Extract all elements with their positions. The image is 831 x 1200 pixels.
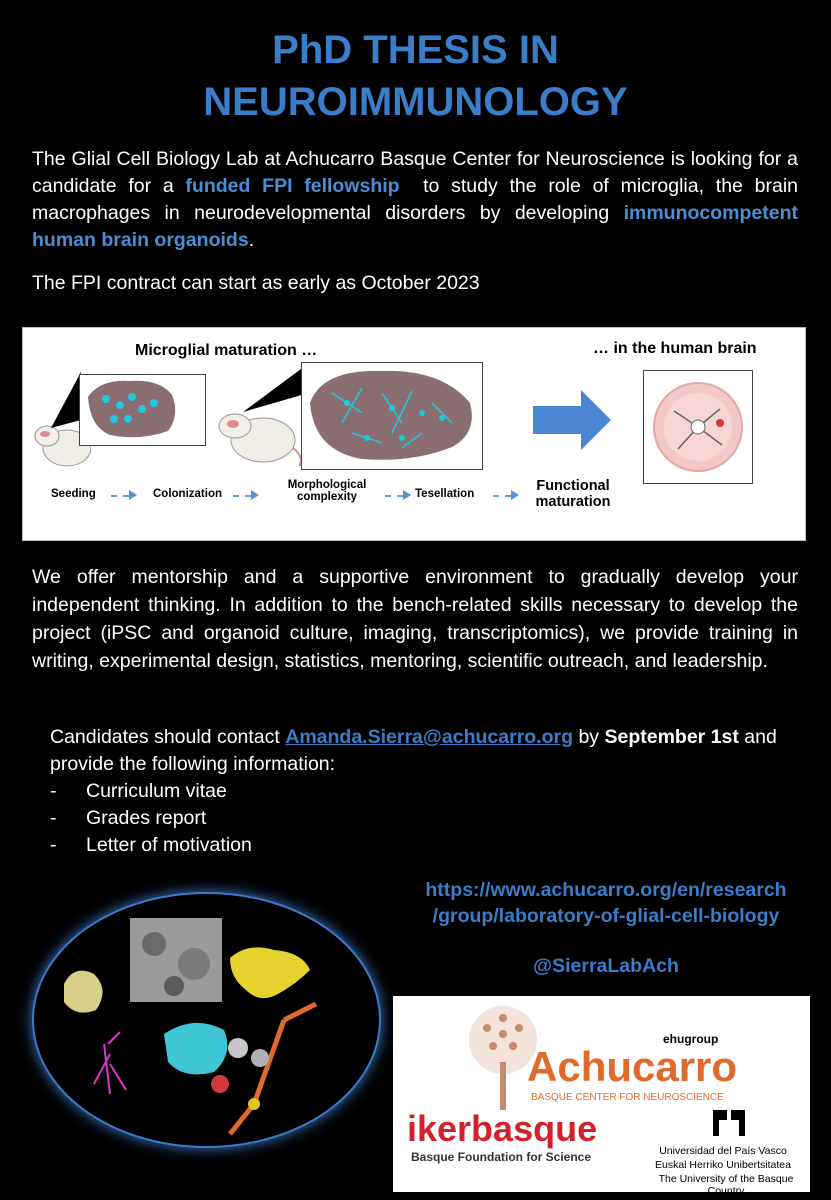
lab-url-line-2: /group/laboratory-of-glial-cell-biology bbox=[432, 905, 780, 927]
contact-sentence bbox=[50, 724, 820, 778]
contact-text-3: and provide the following information: bbox=[50, 726, 777, 775]
title-line-2: NEUROIMMUNOLOGY bbox=[203, 80, 628, 124]
logos-panel bbox=[393, 996, 810, 1197]
stage-arrowhead-2 bbox=[251, 490, 259, 500]
embryo-brain-illustration bbox=[80, 375, 205, 445]
stage-morphological-complexity: Morphological complexity bbox=[287, 479, 367, 503]
stage-tesellation: Tesellation bbox=[415, 488, 475, 500]
requirements-list bbox=[50, 778, 820, 859]
adult-brain-box bbox=[301, 362, 483, 470]
stage-arrowhead-1 bbox=[129, 490, 137, 500]
contact-section bbox=[50, 724, 820, 859]
contact-text-1: Candidates should contact bbox=[50, 726, 286, 748]
upv-name-en: The University of the Basque Country bbox=[658, 1173, 794, 1197]
ikerbasque-tagline: Basque Foundation for Science bbox=[411, 1150, 592, 1164]
achucarro-tagline: BASQUE CENTER FOR NEUROSCIENCE bbox=[531, 1092, 724, 1103]
stage-connector-1 bbox=[111, 495, 129, 497]
ehugroup-logo: ehugroup bbox=[663, 1032, 719, 1046]
figure-title-right: … in the human brain bbox=[593, 340, 757, 357]
maturation-figure bbox=[22, 327, 806, 541]
microscopy-collage bbox=[32, 892, 381, 1148]
zoom-wedge-2 bbox=[233, 364, 305, 414]
figure-title-left: Microglial maturation … bbox=[135, 342, 318, 359]
lab-url-line-1: https://www.achucarro.org/en/research bbox=[425, 879, 787, 901]
organoid-box bbox=[643, 370, 753, 484]
zoom-wedge-1 bbox=[41, 370, 81, 430]
list-item: - Curriculum vitae bbox=[50, 778, 820, 805]
twitter-handle[interactable]: @SierraLabAch bbox=[533, 955, 679, 977]
list-item: - Grades report bbox=[50, 805, 820, 832]
title-line-1: PhD THESIS IN bbox=[272, 28, 559, 72]
deadline: September 1st bbox=[604, 726, 739, 748]
organoid-illustration bbox=[644, 371, 752, 483]
embryo-brain-box bbox=[79, 374, 206, 446]
stage-arrowhead-4 bbox=[511, 490, 519, 500]
stage-connector-3 bbox=[385, 495, 403, 497]
large-right-arrow bbox=[533, 390, 613, 450]
page-title bbox=[0, 24, 831, 128]
stage-functional-maturation: Functional maturation bbox=[535, 478, 611, 510]
intro-text-3: . bbox=[248, 229, 255, 251]
start-note: The FPI contract can start as early as October 2023 bbox=[32, 272, 480, 294]
stage-seeding: Seeding bbox=[51, 488, 96, 500]
stage-colonization: Colonization bbox=[153, 488, 222, 500]
achucarro-logo-text: Achucarro bbox=[527, 1043, 738, 1090]
intro-paragraph bbox=[32, 146, 804, 254]
stage-connector-4 bbox=[493, 495, 511, 497]
contact-text-2: by bbox=[573, 726, 605, 748]
upv-name-eu: Euskal Herriko Unibertsitatea bbox=[655, 1159, 791, 1171]
offer-paragraph: We offer mentorship and a supportive environment to gradually develop your independent thinking. In addition to the bench-related skills necessary to develop the project (iPSC and organoid culture, imaging, transcriptomics), we provide training in writing, experimental design, statistics, mentoring, scientific outreach, and leadership. bbox=[32, 566, 798, 672]
list-item: - Letter of motivation bbox=[50, 832, 820, 859]
upv-ehu-emblem bbox=[709, 1106, 749, 1142]
microscopy-images bbox=[34, 894, 379, 1146]
fellowship-highlight: funded FPI fellowship bbox=[185, 175, 400, 197]
stage-arrowhead-3 bbox=[403, 490, 411, 500]
contact-email-link[interactable]: Amanda.Sierra@achucarro.org bbox=[285, 726, 574, 748]
intro-text-1: The Glial Cell Biology Lab at Achucarro Basque Center for Neuroscience is looking for a candidate for a bbox=[32, 148, 798, 197]
organoids-highlight: immunocompetent human brain organoids bbox=[32, 202, 798, 251]
upv-name-es: Universidad del País Vasco bbox=[659, 1145, 787, 1157]
ikerbasque-logo-text: ikerbasque bbox=[407, 1108, 598, 1149]
lab-url-link[interactable] bbox=[404, 877, 808, 929]
stage-connector-2 bbox=[233, 495, 251, 497]
intro-text-2: to study the role of microglia, the brain macrophages in neurodevelopmental disorders by developing bbox=[32, 175, 804, 224]
adult-brain-illustration bbox=[302, 363, 482, 469]
